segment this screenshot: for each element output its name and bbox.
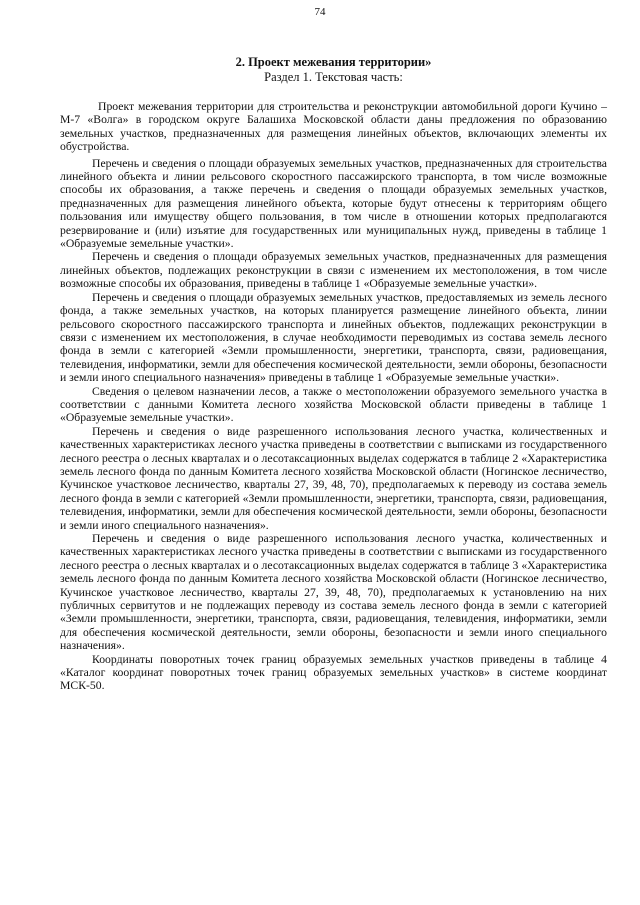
section-subtitle: Раздел 1. Текстовая часть: [264, 70, 403, 84]
paragraph-table-2: Перечень и сведения о виде разрешенного использования лесного участка, количественных и качественных характеристиках лесного участка приведены в соответствии с выписками из государственного лесного реестра о лесных кварталах и о лесотаксационных выделах содержатся в таблице 2 «Характеристика земель лесного фонда по данным Комитета лесного хозяйства Московской области (Ногинское лесничество, Кучинское участковое лесничество, кварталы 27, 39, 48, 70), предполагаемых к переводу из состава земель лесного фонда в земли с категорией «Земли промышленности, энергетики, транспорта, связи, радиовещания, телевидения, информатики, земли для обеспечения космической деятельности, земли обороны, безопасности и земли иного специального назначения». [60, 424, 607, 532]
paragraph-intro: Проект межевания территории для строительства и реконструкции автомобильной дороги Кучино – М-7 «Волга» в городском округе Балашиха Московской области даны предложения по образованию земельных участков, предназначенных для размещения линейных объектов, включающих элементы их обустройства. [60, 100, 607, 154]
section-heading [60, 55, 607, 85]
paragraph-table-3: Перечень и сведения о виде разрешенного использования лесного участка, количественных и качественных характеристиках лесного участка приведены в соответствии с выписками из государственного лесного реестра о лесных кварталах и о лесотаксационных выделах содержатся в таблице 3 «Характеристика земель лесного фонда по данным Комитета лесного хозяйства Московской области (Ногинское лесничество, Кучинское участковое лесничество, кварталы 27, 39, 48, 70), предполагаемых к установлению на них публичных сервитутов и не подлежащих переводу из состава земель лесного фонда в земли с категорией «Земли промышленности, энергетики, транспорта, связи, радиовещания, телевидения, информатики, земли для обеспечения космической деятельности, земли обороны, безопасности и земли иного специального назначения». [60, 532, 607, 653]
paragraph-reconstruction-plots: Перечень и сведения о площади образуемых земельных участков, предназначенных для размещения линейных объектов, подлежащих реконструкции в связи с изменением их местоположения, в том числе возможные способы их образования, приведены в таблице 1 «Образуемые земельные участки». [60, 250, 607, 291]
paragraph-forest-fund-plots: Перечень и сведения о площади образуемых земельных участков, предоставляемых из земель лесного фонда, а также земельных участков, на которых планируется размещение линейного объекта, линии рельсового скоростного пассажирского транспорта и линейных объектов, подлежащих реконструкции в связи с изменением их местоположения, в случае необходимости переводимых из состава земель лесного фонда в земли с категорией «Земли промышленности, энергетики, транспорта, связи, радиовещания, телевидения, информатики, земли для обеспечения космической деятельности, земли обороны, безопасности и земли иного специального назначения» приведены в таблице 1 «Образуемые земельные участки». [60, 290, 607, 385]
paragraph-land-plots-list: Перечень и сведения о площади образуемых земельных участков, предназначенных для строительства линейного объекта и линии рельсового скоростного пассажирского транспорта, в том числе возможные способы их образования, а также перечень и сведения о площади образуемых земельных участков, предназначенных для размещения линейного объекта, которые будут отнесены к территориям общего пользования или имуществу общего пользования, в том числе в отношении которых предполагаются резервирование и (или) изъятие для государственных или муниципальных нужд, приведены в таблице 1 «Образуемые земельные участки». [60, 156, 607, 251]
page-number: 74 [314, 6, 326, 18]
section-title: 2. Проект межевания территории» [235, 55, 432, 69]
body-text [60, 100, 607, 693]
paragraph-coordinates: Координаты поворотных точек границ образуемых земельных участков приведены в таблице 4 «Каталог координат поворотных точек границ образуемых земельных участков» в системе координат МСК-50. [60, 652, 607, 693]
paragraph-forest-purpose: Сведения о целевом назначении лесов, а также о местоположении образуемого земельного участка в соответствии с данными Комитета лесного хозяйства Московской области приведены в таблице 1 «Образуемые земельные участки». [60, 384, 607, 425]
